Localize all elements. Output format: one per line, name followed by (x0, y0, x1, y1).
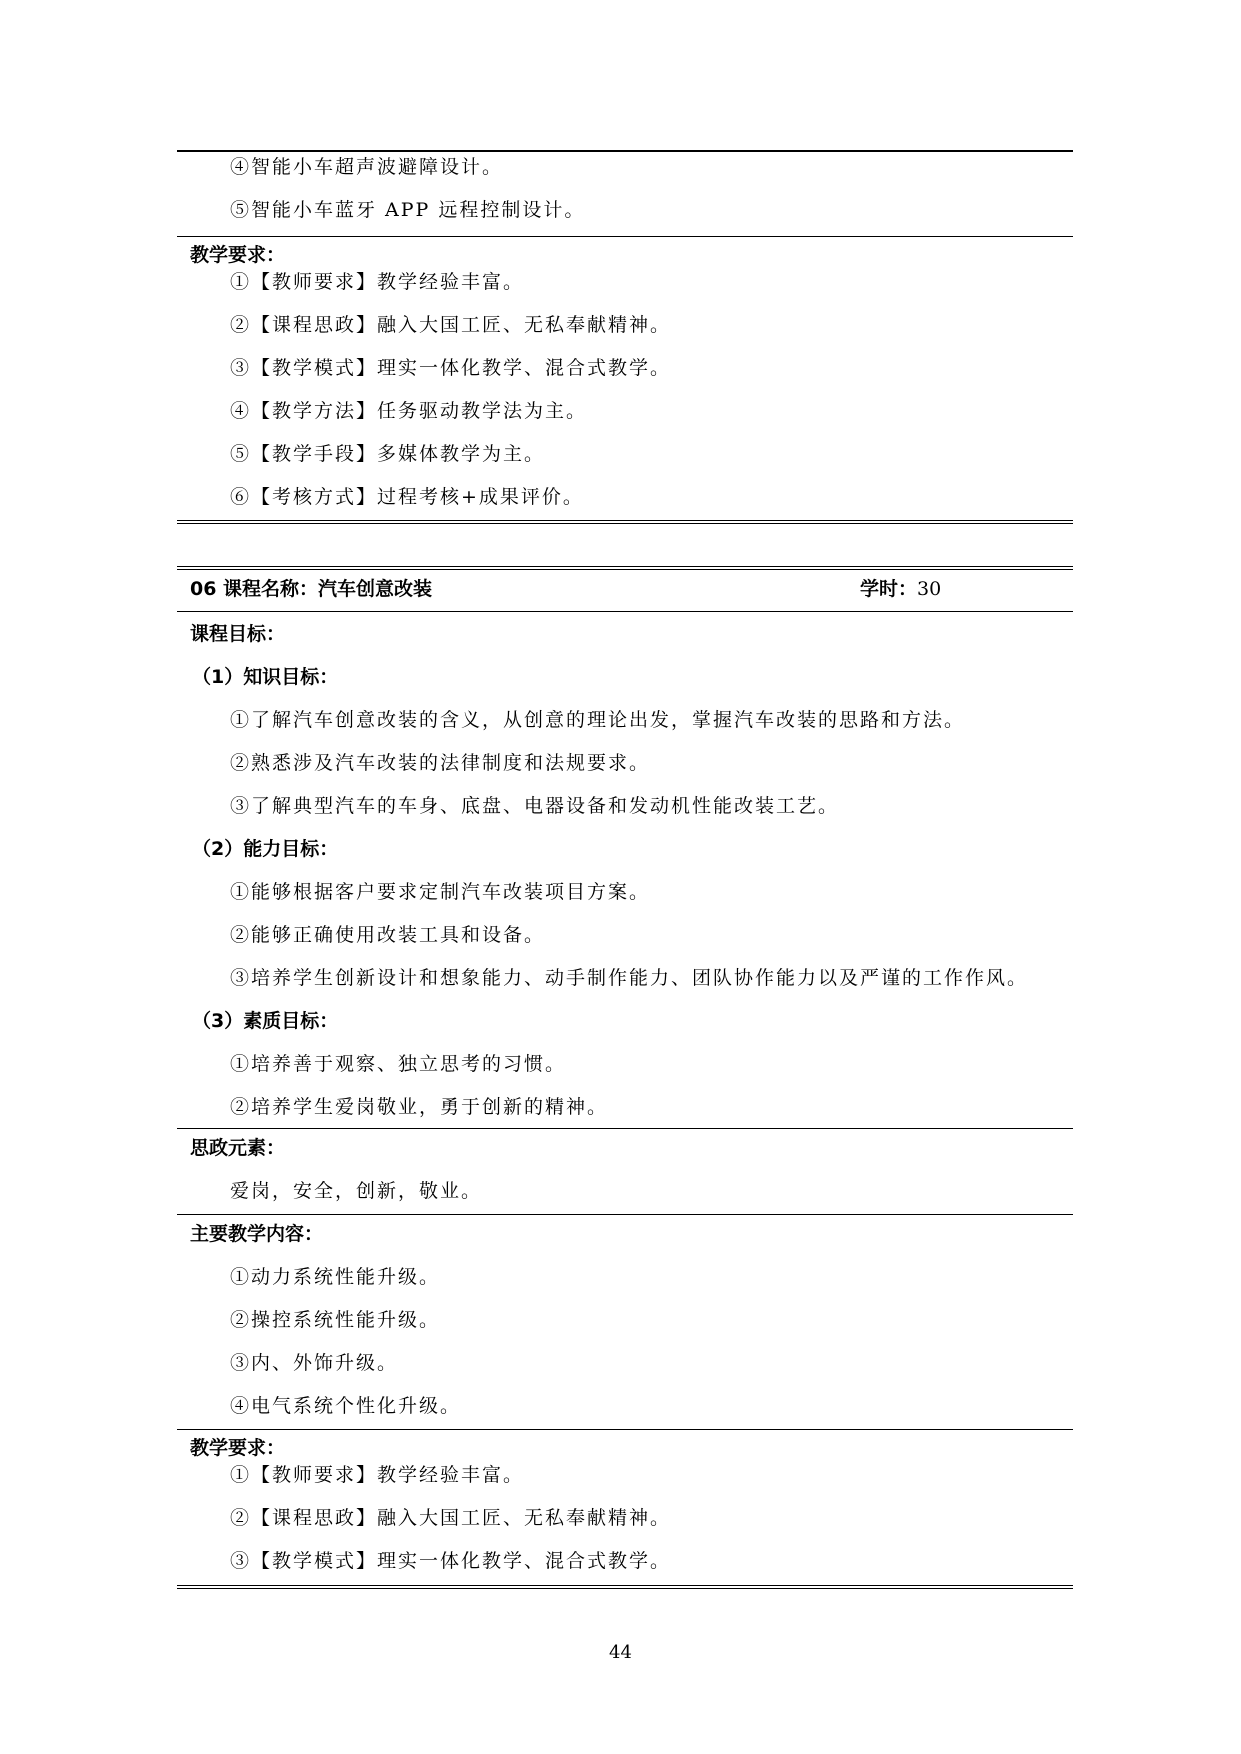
quality-heading: （3）素质目标： (192, 1010, 339, 1032)
course-title: 06 课程名称：汽车创意改装 (190, 578, 433, 600)
prev-requirement-item: ③【教学模式】理实一体化教学、混合式教学。 (230, 357, 672, 379)
content-item: ③内、外饰升级。 (230, 1352, 399, 1374)
ideology-heading: 思政元素： (190, 1137, 286, 1159)
requirement-item: ①【教师要求】教学经验丰富。 (230, 1464, 525, 1486)
prev-content-item: ⑤智能小车蓝牙 APP 远程控制设计。 (230, 199, 586, 221)
knowledge-item: ②熟悉涉及汽车改装的法律制度和法规要求。 (230, 752, 651, 774)
prev-requirement-item: ⑤【教学手段】多媒体教学为主。 (230, 443, 546, 465)
prev-requirement-item: ①【教师要求】教学经验丰富。 (230, 271, 525, 293)
row-divider (177, 611, 1073, 612)
content-item: ①动力系统性能升级。 (230, 1266, 441, 1288)
row-divider (177, 1128, 1073, 1129)
table-bottom-rule (177, 1585, 1073, 1589)
page-number: 44 (609, 1642, 632, 1663)
prev-requirement-item: ②【课程思政】融入大国工匠、无私奉献精神。 (230, 314, 672, 336)
quality-item: ①培养善于观察、独立思考的习惯。 (230, 1053, 567, 1075)
knowledge-item: ①了解汽车创意改装的含义，从创意的理论出发，掌握汽车改装的思路和方法。 (230, 709, 966, 731)
content-item: ②操控系统性能升级。 (230, 1309, 441, 1331)
content-item: ④电气系统个性化升级。 (230, 1395, 462, 1417)
knowledge-heading: （1）知识目标： (192, 666, 339, 688)
ideology-text: 爱岗，安全，创新，敬业。 (230, 1180, 483, 1202)
ability-item: ①能够根据客户要求定制汽车改装项目方案。 (230, 881, 651, 903)
requirement-item: ③【教学模式】理实一体化教学、混合式教学。 (230, 1550, 672, 1572)
requirement-item: ②【课程思政】融入大国工匠、无私奉献精神。 (230, 1507, 672, 1529)
ability-item: ②能够正确使用改装工具和设备。 (230, 924, 546, 946)
table-top-rule (177, 566, 1073, 570)
requirements-heading: 教学要求： (190, 1437, 286, 1459)
table-bottom-rule (177, 520, 1073, 524)
hours-label: 学时： (860, 578, 918, 600)
objectives-heading: 课程目标： (190, 623, 286, 645)
quality-item: ②培养学生爱岗敬业，勇于创新的精神。 (230, 1096, 609, 1118)
content-heading: 主要教学内容： (190, 1223, 324, 1245)
hours-value: 30 (917, 578, 942, 600)
ability-item: ③培养学生创新设计和想象能力、动手制作能力、团队协作能力以及严谨的工作作风。 (230, 967, 1029, 989)
prev-requirement-item: ④【教学方法】任务驱动教学法为主。 (230, 400, 588, 422)
knowledge-item: ③了解典型汽车的车身、底盘、电器设备和发动机性能改装工艺。 (230, 795, 840, 817)
ability-heading: （2）能力目标： (192, 838, 339, 860)
prev-requirement-item: ⑥【考核方式】过程考核+成果评价。 (230, 486, 584, 508)
prev-content-item: ④智能小车超声波避障设计。 (230, 156, 504, 178)
row-divider (177, 236, 1073, 237)
prev-requirements-heading: 教学要求： (190, 244, 286, 266)
row-divider (177, 1214, 1073, 1215)
row-divider (177, 1429, 1073, 1430)
course-hours (860, 574, 941, 601)
